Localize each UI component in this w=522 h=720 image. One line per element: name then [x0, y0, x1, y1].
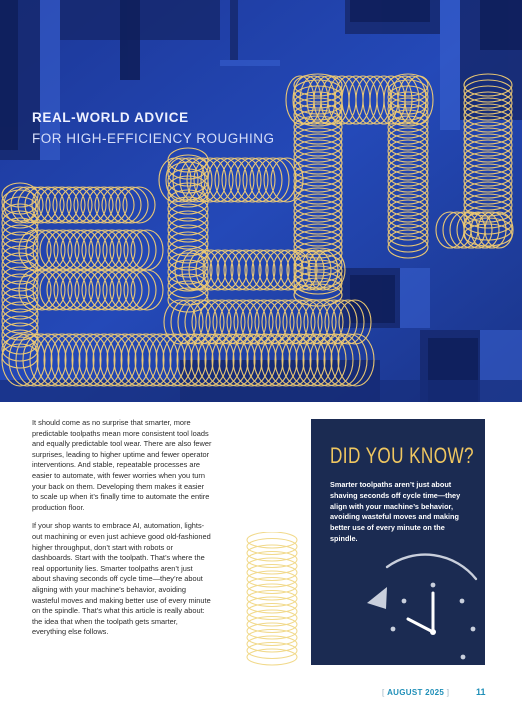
article-body — [32, 418, 212, 646]
issue-date: [ AUGUST 2025 ] — [382, 688, 450, 697]
hero-kicker: REAL-WORLD ADVICE — [32, 110, 189, 125]
clock-icon — [311, 419, 485, 665]
callout-text: Smarter toolpaths aren’t just about shaving seconds off cycle time—they align with your machine’s behavior, avoiding wasteful moves and making better use of every minute on the spindle. — [330, 480, 461, 543]
did-you-know-callout — [311, 419, 485, 665]
toolpath-coil-graphic — [244, 532, 304, 666]
article-paragraph: It should come as no surprise that smarter, more predictable toolpaths mean more consistent tool loads and equally predictable tool wear. There are also fewer surprises, leading to higher uptime and fewer operator interventions. And stable, repeatable processes are easier to automate, with fewer worries when you turn your back on them. Developing them makes it easier to scale up when it’s finally time to automate the entire production floor. — [32, 418, 212, 512]
page-number: 11 — [476, 687, 486, 697]
article-paragraph: If your shop wants to embrace AI, automation, lights-out machining or even just achieve good old-fashioned higher throughput, don’t start with robots or dashboards. Start with the toolpath. That’s where the real opportunity lies. Smarter toolpaths aren’t just about shaving seconds off cycle time—they’re about aligning with your machine’s behavior, avoiding wasteful moves and making better use of every minute on the spindle. That’s what this article is really about: the idea that when the toolpath gets smarter, everything else follows. — [32, 521, 211, 637]
callout-title: DID YOU KNOW? — [330, 443, 474, 468]
issue-label: AUGUST 2025 — [387, 688, 445, 697]
hero-subtitle: FOR HIGH-EFFICIENCY ROUGHING — [32, 131, 275, 146]
